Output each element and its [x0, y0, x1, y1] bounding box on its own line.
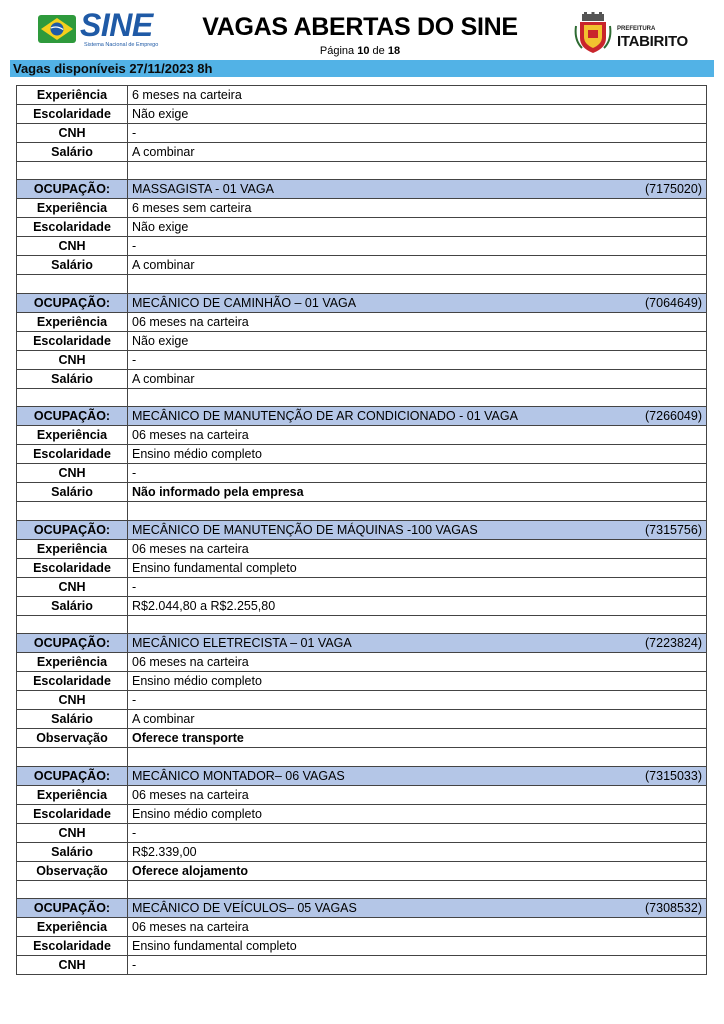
occupation-code: (7266049): [645, 409, 702, 424]
value-cnh: -: [128, 350, 707, 369]
value-experiencia: 06 meses na carteira: [128, 653, 707, 672]
occupation-code: (7175020): [645, 182, 702, 197]
table-row: [17, 596, 707, 615]
label-salario: Salário: [17, 842, 128, 861]
sine-logo-text: SINE: [80, 7, 153, 43]
value-escolaridade: Ensino fundamental completo: [128, 937, 707, 956]
value-observacao: Oferece transporte: [128, 729, 707, 748]
table-row: [17, 558, 707, 577]
table-row: [17, 710, 707, 729]
occupation-title: MECÂNICO DE MANUTENÇÃO DE AR CONDICIONADO - 01 VAGA: [132, 409, 518, 424]
spacer-cell: [128, 880, 707, 898]
occupation-title: MECÂNICO MONTADOR– 06 VAGAS: [132, 768, 345, 783]
value-cnh: -: [128, 956, 707, 975]
label-escolaridade: Escolaridade: [17, 804, 128, 823]
value-experiencia: 06 meses na carteira: [128, 312, 707, 331]
table-row: [17, 143, 707, 162]
label-escolaridade: Escolaridade: [17, 105, 128, 124]
page-indicator: [180, 45, 540, 57]
table-row: [17, 331, 707, 350]
occupation-title: MASSAGISTA - 01 VAGA: [132, 182, 274, 197]
spacer-row: [17, 388, 707, 406]
sine-logo: [38, 7, 163, 51]
table-row: [17, 918, 707, 937]
value-salario: A combinar: [128, 710, 707, 729]
label-cnh: CNH: [17, 577, 128, 596]
spacer-cell: [128, 748, 707, 766]
occupation-code: (7064649): [645, 295, 702, 310]
value-salario: Não informado pela empresa: [128, 483, 707, 502]
value-experiencia: 06 meses na carteira: [128, 426, 707, 445]
label-salario: Salário: [17, 596, 128, 615]
table-row: [17, 823, 707, 842]
table-row: [17, 426, 707, 445]
occupation-code: (7223824): [645, 636, 702, 651]
spacer-cell: [17, 502, 128, 520]
label-cnh: CNH: [17, 124, 128, 143]
spacer-cell: [17, 748, 128, 766]
value-salario: A combinar: [128, 256, 707, 275]
value-salario: A combinar: [128, 143, 707, 162]
table-row: [17, 577, 707, 596]
table-row: [17, 199, 707, 218]
value-salario: A combinar: [128, 369, 707, 388]
label-salario: Salário: [17, 483, 128, 502]
value-experiencia: 6 meses sem carteira: [128, 199, 707, 218]
occupation-cell: [128, 180, 707, 199]
label-ocupacao: OCUPAÇÃO:: [17, 899, 128, 918]
label-cnh: CNH: [17, 464, 128, 483]
page-current: 10: [357, 45, 370, 57]
spacer-cell: [128, 615, 707, 633]
spacer-row: [17, 162, 707, 180]
value-experiencia: 6 meses na carteira: [128, 86, 707, 105]
label-ocupacao: OCUPAÇÃO:: [17, 180, 128, 199]
table-row: [17, 729, 707, 748]
value-experiencia: 06 meses na carteira: [128, 539, 707, 558]
label-escolaridade: Escolaridade: [17, 445, 128, 464]
page-header: [0, 0, 724, 60]
occupation-row: [17, 520, 707, 539]
occupation-row: [17, 634, 707, 653]
value-cnh: -: [128, 124, 707, 143]
label-ocupacao: OCUPAÇÃO:: [17, 766, 128, 785]
spacer-cell: [17, 388, 128, 406]
value-escolaridade: Ensino médio completo: [128, 672, 707, 691]
value-escolaridade: Não exige: [128, 331, 707, 350]
label-observacao: Observação: [17, 729, 128, 748]
value-cnh: -: [128, 691, 707, 710]
table-row: [17, 842, 707, 861]
label-cnh: CNH: [17, 691, 128, 710]
occupation-row: [17, 899, 707, 918]
value-salario: R$2.339,00: [128, 842, 707, 861]
itabirito-crest-icon: [574, 12, 612, 54]
page-sep: de: [372, 45, 385, 57]
table-row: [17, 369, 707, 388]
value-escolaridade: Ensino médio completo: [128, 804, 707, 823]
spacer-cell: [17, 275, 128, 293]
occupation-title: MECÂNICO DE MANUTENÇÃO DE MÁQUINAS -100 VAGAS: [132, 522, 478, 537]
spacer-cell: [128, 502, 707, 520]
occupation-title: MECÂNICO ELETRECISTA – 01 VAGA: [132, 636, 352, 651]
occupation-code: (7308532): [645, 901, 702, 916]
page-total: 18: [387, 45, 401, 57]
label-escolaridade: Escolaridade: [17, 672, 128, 691]
vagas-table: [16, 85, 707, 975]
value-cnh: -: [128, 577, 707, 596]
table-row: [17, 105, 707, 124]
prefeitura-logo: [574, 12, 694, 54]
occupation-cell: [128, 899, 707, 918]
spacer-cell: [128, 388, 707, 406]
table-row: [17, 124, 707, 143]
value-observacao: Oferece alojamento: [128, 861, 707, 880]
spacer-cell: [17, 880, 128, 898]
label-observacao: Observação: [17, 861, 128, 880]
value-cnh: -: [128, 237, 707, 256]
value-cnh: -: [128, 823, 707, 842]
spacer-cell: [128, 275, 707, 293]
spacer-row: [17, 880, 707, 898]
occupation-row: [17, 407, 707, 426]
table-row: [17, 237, 707, 256]
label-escolaridade: Escolaridade: [17, 937, 128, 956]
label-experiencia: Experiência: [17, 918, 128, 937]
table-row: [17, 539, 707, 558]
label-salario: Salário: [17, 256, 128, 275]
table-row: [17, 785, 707, 804]
occupation-cell: [128, 634, 707, 653]
table-row: [17, 86, 707, 105]
spacer-row: [17, 748, 707, 766]
label-salario: Salário: [17, 710, 128, 729]
spacer-row: [17, 615, 707, 633]
itabirito-label: ITABIRITO: [617, 33, 688, 50]
page-title: VAGAS ABERTAS DO SINE: [202, 13, 518, 41]
value-escolaridade: Não exige: [128, 105, 707, 124]
value-experiencia: 06 meses na carteira: [128, 785, 707, 804]
label-escolaridade: Escolaridade: [17, 558, 128, 577]
table-row: [17, 483, 707, 502]
label-cnh: CNH: [17, 350, 128, 369]
table-row: [17, 445, 707, 464]
value-experiencia: 06 meses na carteira: [128, 918, 707, 937]
occupation-row: [17, 293, 707, 312]
table-row: [17, 937, 707, 956]
value-escolaridade: Não exige: [128, 218, 707, 237]
value-escolaridade: Ensino fundamental completo: [128, 558, 707, 577]
spacer-row: [17, 502, 707, 520]
occupation-title: MECÂNICO DE VEÍCULOS– 05 VAGAS: [132, 901, 357, 916]
value-salario: R$2.044,80 a R$2.255,80: [128, 596, 707, 615]
table-row: [17, 804, 707, 823]
prefeitura-label: PREFEITURA: [617, 26, 656, 32]
label-cnh: CNH: [17, 823, 128, 842]
occupation-title: MECÂNICO DE CAMINHÃO – 01 VAGA: [132, 295, 357, 310]
label-cnh: CNH: [17, 237, 128, 256]
label-cnh: CNH: [17, 956, 128, 975]
table-row: [17, 861, 707, 880]
label-ocupacao: OCUPAÇÃO:: [17, 634, 128, 653]
table-row: [17, 956, 707, 975]
occupation-cell: [128, 766, 707, 785]
occupation-row: [17, 180, 707, 199]
date-bar: Vagas disponíveis 27/11/2023 8h: [10, 60, 714, 77]
label-ocupacao: OCUPAÇÃO:: [17, 293, 128, 312]
label-experiencia: Experiência: [17, 86, 128, 105]
table-row: [17, 672, 707, 691]
table-row: [17, 312, 707, 331]
label-experiencia: Experiência: [17, 199, 128, 218]
label-experiencia: Experiência: [17, 312, 128, 331]
table-row: [17, 653, 707, 672]
occupation-code: (7315033): [645, 768, 702, 783]
label-escolaridade: Escolaridade: [17, 331, 128, 350]
table-row: [17, 350, 707, 369]
label-escolaridade: Escolaridade: [17, 218, 128, 237]
sine-logo-subtitle: Sistema Nacional de Emprego: [84, 42, 159, 48]
label-experiencia: Experiência: [17, 539, 128, 558]
table-row: [17, 218, 707, 237]
value-cnh: -: [128, 464, 707, 483]
label-salario: Salário: [17, 143, 128, 162]
occupation-row: [17, 766, 707, 785]
page-prefix: Página: [319, 45, 355, 57]
label-experiencia: Experiência: [17, 426, 128, 445]
spacer-cell: [17, 162, 128, 180]
value-escolaridade: Ensino médio completo: [128, 445, 707, 464]
table-row: [17, 691, 707, 710]
table-row: [17, 256, 707, 275]
table-row: [17, 464, 707, 483]
label-experiencia: Experiência: [17, 653, 128, 672]
label-ocupacao: OCUPAÇÃO:: [17, 520, 128, 539]
label-experiencia: Experiência: [17, 785, 128, 804]
occupation-cell: [128, 407, 707, 426]
occupation-cell: [128, 293, 707, 312]
label-ocupacao: OCUPAÇÃO:: [17, 407, 128, 426]
occupation-cell: [128, 520, 707, 539]
spacer-cell: [128, 162, 707, 180]
label-salario: Salário: [17, 369, 128, 388]
sine-logo-icon: [38, 11, 78, 47]
spacer-row: [17, 275, 707, 293]
spacer-cell: [17, 615, 128, 633]
occupation-code: (7315756): [645, 522, 702, 537]
